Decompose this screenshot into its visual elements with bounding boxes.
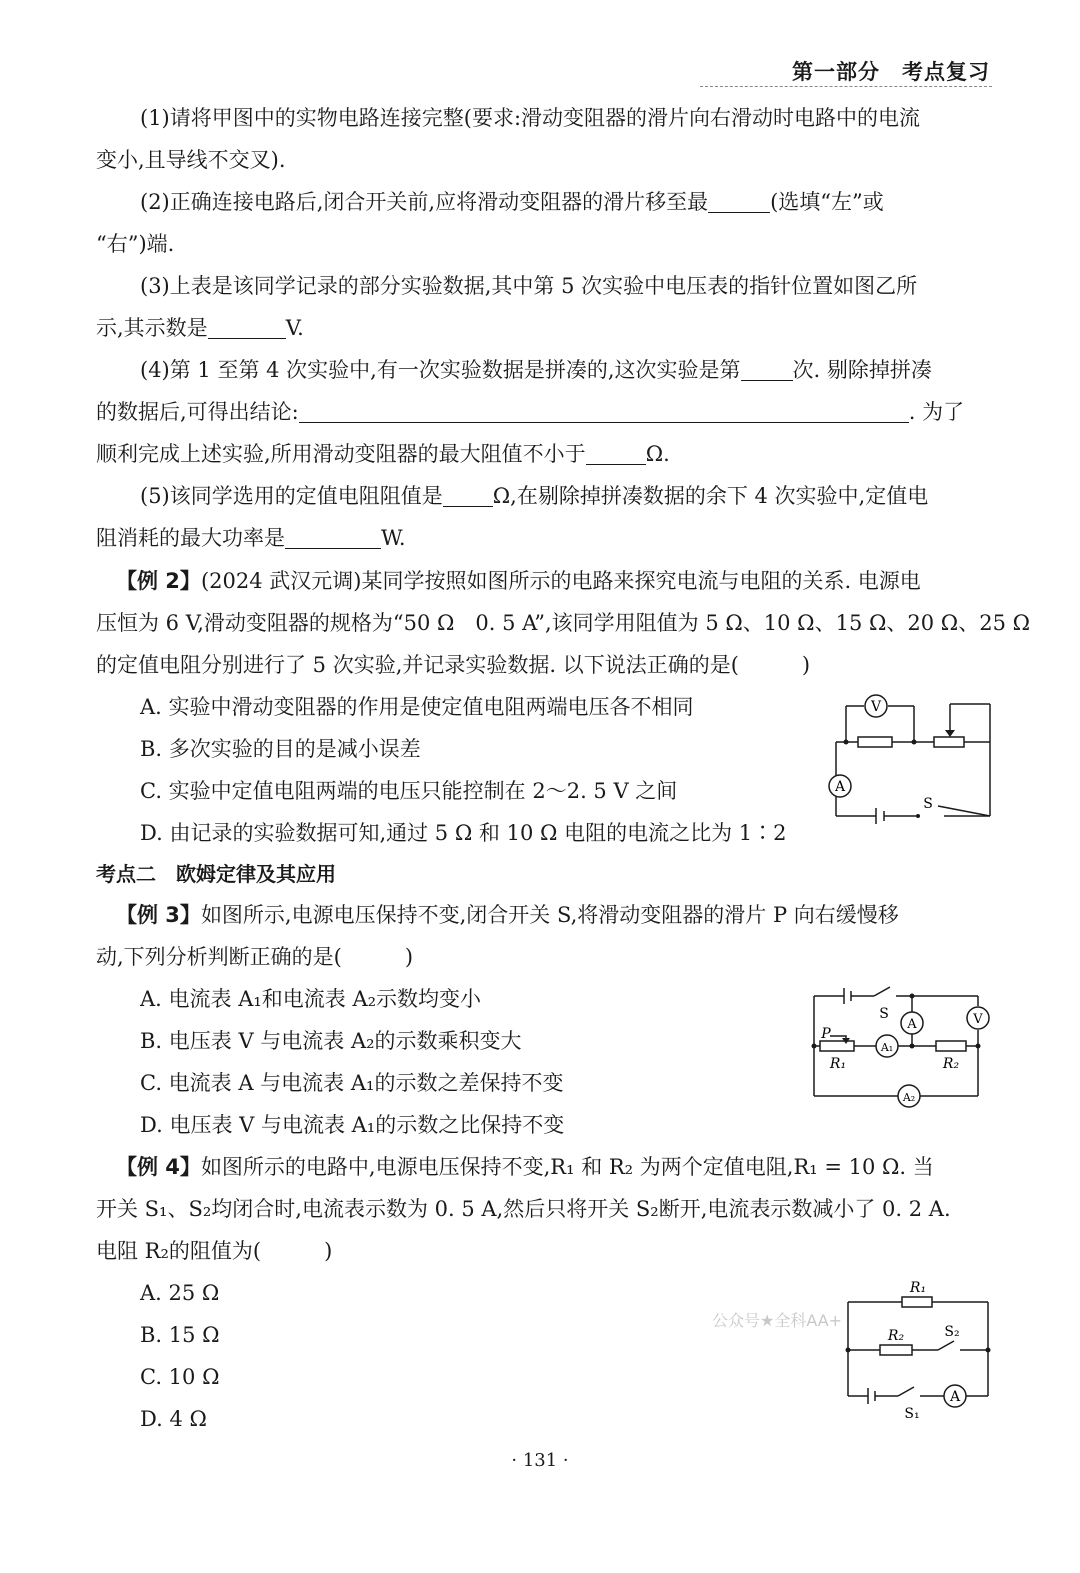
ex3-line1 bbox=[116, 900, 899, 930]
ex2-option-b: B. 多次实验的目的是减小误差 bbox=[140, 737, 421, 761]
q1-part5-line1 bbox=[140, 481, 928, 511]
ex2-line2: 压恒为 6 V,滑动变阻器的规格为“50 Ω 0. 5 A”,该同学用阻值为 5 Ω、10 Ω、15 Ω、20 Ω、25 Ω bbox=[96, 611, 1031, 635]
ex3-option-a: A. 电流表 A₁和电流表 A₂示数均变小 bbox=[140, 987, 482, 1011]
q1-part2-text-b: (选填“左”或 bbox=[770, 190, 884, 214]
ex4-option-d: D. 4 Ω bbox=[140, 1407, 207, 1431]
q1-part4-text-f: Ω. bbox=[645, 442, 670, 466]
q1-part4-line2 bbox=[96, 397, 964, 427]
answer-blank[interactable] bbox=[208, 316, 286, 339]
ex2-option-c: C. 实验中定值电阻两端的电压只能控制在 2～2. 5 V 之间 bbox=[140, 779, 678, 803]
answer-blank[interactable] bbox=[708, 190, 770, 213]
s2-label: S₂ bbox=[944, 1324, 960, 1340]
ammeter-label: A bbox=[834, 779, 846, 795]
q1-part5-text-a: (5)该同学选用的定值电阻阻值是 bbox=[140, 484, 443, 508]
r1-label: R₁ bbox=[909, 1280, 927, 1296]
ex3-option-b: B. 电压表 V 与电流表 A₂的示数乘积变大 bbox=[140, 1029, 522, 1053]
q1-part4-text-c: 的数据后,可得出结论: bbox=[96, 400, 299, 424]
ex2-circuit-diagram bbox=[826, 690, 996, 830]
answer-blank[interactable] bbox=[285, 526, 381, 549]
section-title: 考点二 欧姆定律及其应用 bbox=[96, 862, 336, 886]
page-number: · 131 · bbox=[511, 1450, 569, 1471]
ex4-option-c: C. 10 Ω bbox=[140, 1365, 220, 1389]
ex4-line3: 电阻 R₂的阻值为( ) bbox=[96, 1239, 333, 1263]
q1-part2-text-a: (2)正确连接电路后,闭合开关前,应将滑动变阻器的滑片移至最 bbox=[140, 190, 709, 214]
ex2-option-d: D. 由记录的实验数据可知,通过 5 Ω 和 10 Ω 电阻的电流之比为 1∶2 bbox=[140, 821, 787, 845]
ex2-line3: 的定值电阻分别进行了 5 次实验,并记录实验数据. 以下说法正确的是( ) bbox=[96, 653, 811, 677]
q1-part5-text-d: W. bbox=[381, 526, 406, 550]
q1-part1-line2: 变小,且导线不交叉). bbox=[96, 148, 286, 172]
ammeter-label: A bbox=[907, 1017, 917, 1032]
a2-label: A₂ bbox=[902, 1091, 916, 1104]
page-header: 第一部分 考点复习 bbox=[792, 60, 990, 84]
q1-part5-text-c: 阻消耗的最大功率是 bbox=[96, 526, 285, 550]
voltmeter-label: V bbox=[870, 699, 882, 715]
ex3-label: 【例 3】 bbox=[116, 903, 201, 927]
watermark: 公众号★全科AA+ bbox=[712, 1311, 843, 1330]
q1-part3-line1: (3)上表是该同学记录的部分实验数据,其中第 5 次实验中电压表的指针位置如图乙所 bbox=[140, 274, 918, 298]
s1-label: S₁ bbox=[904, 1406, 920, 1422]
a1-label: A₁ bbox=[880, 1041, 894, 1054]
switch-label: S bbox=[923, 796, 933, 812]
ex4-option-a: A. 25 Ω bbox=[140, 1281, 220, 1305]
q1-part5-text-b: Ω,在剔除掉拼凑数据的余下 4 次实验中,定值电 bbox=[492, 484, 929, 508]
q1-part3-text-b: V. bbox=[285, 316, 304, 340]
answer-blank[interactable] bbox=[741, 358, 793, 381]
q1-part4-text-b: 次. 剔除掉拼凑 bbox=[792, 358, 932, 382]
ex2-text1: (2024 武汉元调)某同学按照如图所示的电路来探究电流与电阻的关系. 电源电 bbox=[200, 569, 921, 593]
ex2-label: 【例 2】 bbox=[116, 569, 201, 593]
ex4-circuit-diagram bbox=[840, 1278, 996, 1420]
q1-part4-line1 bbox=[140, 355, 932, 385]
ex3-line2: 动,下列分析判断正确的是( ) bbox=[96, 945, 414, 969]
ammeter-label: A bbox=[949, 1389, 961, 1405]
ex4-line1 bbox=[116, 1152, 934, 1182]
ex4-option-b: B. 15 Ω bbox=[140, 1323, 220, 1347]
q1-part4-text-a: (4)第 1 至第 4 次实验中,有一次实验数据是拼凑的,这次实验是第 bbox=[140, 358, 741, 382]
switch-label: S bbox=[879, 1006, 889, 1022]
q1-part2-line1 bbox=[140, 187, 884, 217]
ex3-text1: 如图所示,电源电压保持不变,闭合开关 S,将滑动变阻器的滑片 P 向右缓慢移 bbox=[200, 903, 899, 927]
answer-blank[interactable] bbox=[443, 484, 493, 507]
q1-part3-line2 bbox=[96, 313, 304, 343]
r2-label: R₂ bbox=[942, 1056, 960, 1072]
r1-label: R₁ bbox=[829, 1056, 847, 1072]
r2-label: R₂ bbox=[887, 1328, 905, 1344]
q1-part4-line3 bbox=[96, 439, 670, 469]
header-rule bbox=[700, 86, 992, 87]
q1-part1-line1: (1)请将甲图中的实物电路连接完整(要求:滑动变阻器的滑片向右滑动时电路中的电流 bbox=[140, 106, 921, 130]
ex4-line2: 开关 S₁、S₂均闭合时,电流表示数为 0. 5 A,然后只将开关 S₂断开,电流表示数减小了 0. 2 A. bbox=[96, 1197, 951, 1221]
ex2-option-a: A. 实验中滑动变阻器的作用是使定值电阻两端电压各不相同 bbox=[140, 695, 694, 719]
ex3-option-d: D. 电压表 V 与电流表 A₁的示数之比保持不变 bbox=[140, 1113, 565, 1137]
q1-part3-text-a: 示,其示数是 bbox=[96, 316, 208, 340]
q1-part4-text-e: 顺利完成上述实验,所用滑动变阻器的最大阻值不小于 bbox=[96, 442, 586, 466]
ex3-circuit-diagram bbox=[806, 984, 996, 1110]
ex3-option-c: C. 电流表 A 与电流表 A₁的示数之差保持不变 bbox=[140, 1071, 564, 1095]
q1-part5-line2 bbox=[96, 523, 406, 553]
voltmeter-label: V bbox=[973, 1012, 983, 1027]
ex4-text1: 如图所示的电路中,电源电压保持不变,R₁ 和 R₂ 为两个定值电阻,R₁ = 10 Ω. 当 bbox=[200, 1155, 934, 1179]
q1-part2-line2: “右”)端. bbox=[96, 232, 175, 256]
answer-blank[interactable] bbox=[586, 442, 646, 465]
ex2-line1 bbox=[116, 566, 921, 596]
slider-label: P bbox=[821, 1026, 831, 1042]
q1-part4-text-d: . 为了 bbox=[908, 400, 965, 424]
answer-blank[interactable] bbox=[299, 400, 909, 423]
ex4-label: 【例 4】 bbox=[116, 1155, 201, 1179]
